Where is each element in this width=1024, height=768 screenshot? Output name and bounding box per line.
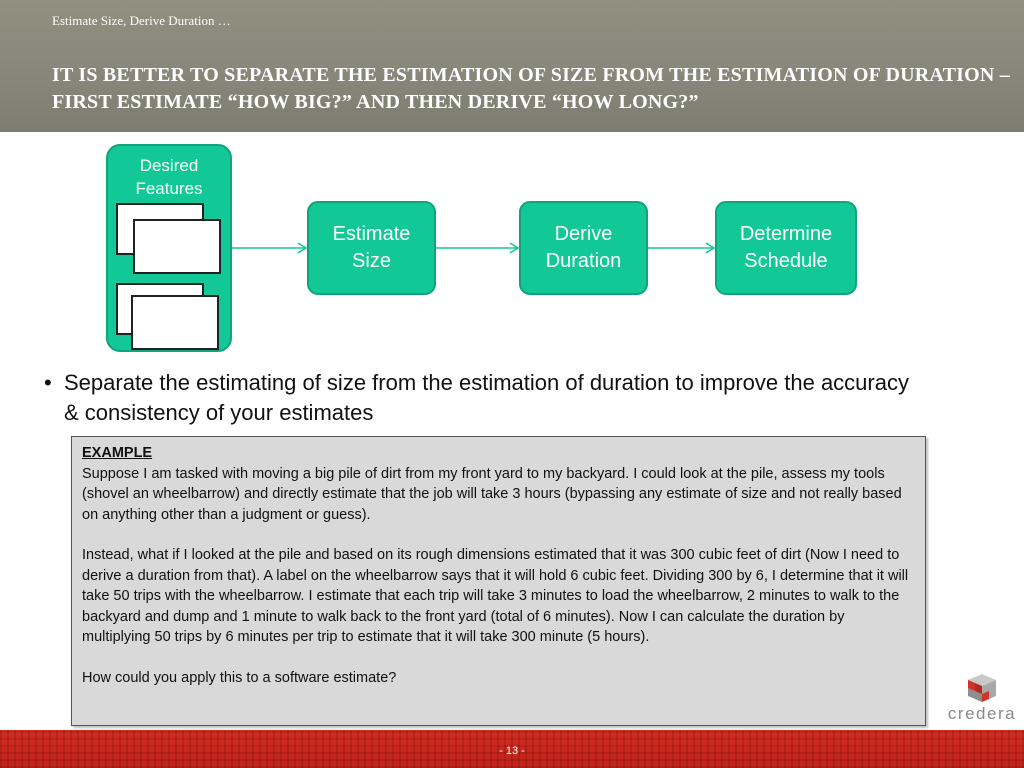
bullet-icon: • (44, 370, 52, 395)
estimate-size-box: Estimate Size (307, 201, 436, 295)
determine-schedule-box: Determine Schedule (715, 201, 857, 295)
page-title: IT IS BETTER TO SEPARATE THE ESTIMATION OF SIZE FROM THE ESTIMATION OF DURATION – FIRST ESTIMATE “HOW BIG?” AND THEN DERIVE “HOW LONG?” (52, 64, 1010, 113)
example-paragraph-2: Instead, what if I looked at the pile and based on its rough dimensions estimated that it was 300 cubic feet of dirt (Now I need to derive a duration from that). A label on the wheelbarrow says that it will hold 6 cubic feet. Dividing 300 by 6, I determine that it will take 50 trips with the wheelbarrow. I estimate that each trip will take 3 minutes to load the wheelbarrow, 2 minutes to walk to the backyard and dump and 1 minute to walk back to the front yard (total of 6 minutes). Now I can calculate the duration by multiplying 50 trips by 6 minutes per trip to estimate that it will take 300 minute (5 hours). (82, 547, 909, 645)
bullet-text: Separate the estimating of size from the estimation of duration to improve the accuracy & consistency of your estimates (64, 370, 909, 425)
credera-logo (940, 672, 1024, 728)
example-box (71, 436, 926, 726)
footer-bar (0, 730, 1024, 768)
example-paragraph-3: How could you apply this to a software estimate? (82, 669, 397, 686)
example-heading: EXAMPLE (82, 445, 153, 461)
derive-duration-box: Derive Duration (519, 201, 648, 295)
logo-text: credera (947, 704, 1017, 723)
example-paragraph-1: Suppose I am tasked with moving a big pile of dirt from my front yard to my backyard. I could look at the pile, assess my tools (shovel an wheelbarrow) and directly estimate that the job will take 3 hours (bypassing any estimate of size and not really based on anything other than a judgment or guess). (82, 465, 902, 523)
page-number: - 13 - (499, 745, 525, 757)
desired-features-label: Desired Features (135, 156, 203, 198)
breadcrumb: Estimate Size, Derive Duration … (52, 13, 231, 28)
cube-icon (940, 672, 1024, 706)
